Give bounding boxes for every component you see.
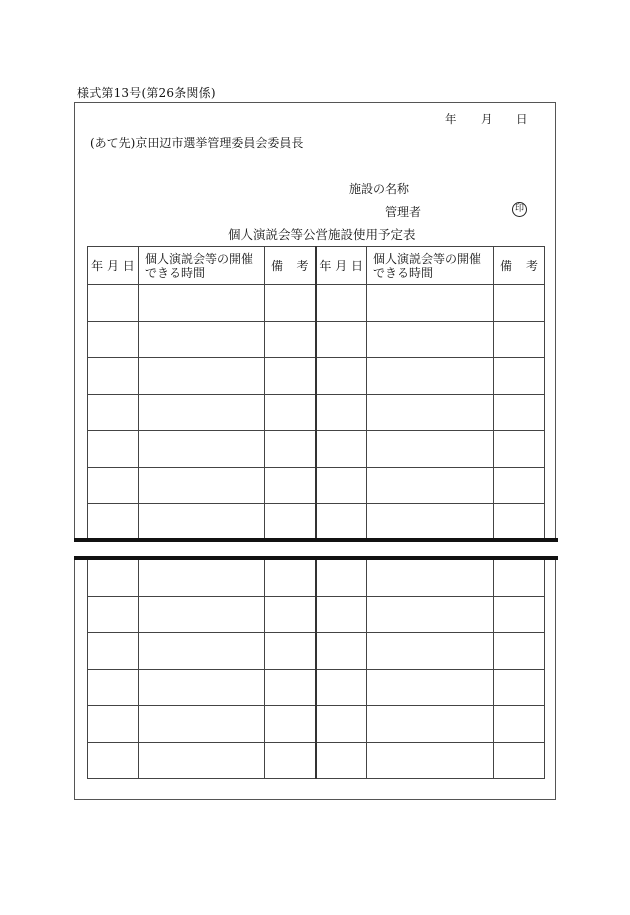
- table-row: [88, 504, 545, 541]
- table-cell[interactable]: [88, 358, 139, 395]
- table-cell[interactable]: [367, 706, 494, 743]
- table-cell[interactable]: [139, 321, 265, 358]
- table-cell[interactable]: [367, 431, 494, 468]
- table-row: [88, 669, 545, 706]
- table-cell[interactable]: [265, 706, 316, 743]
- header-note-left: [265, 247, 316, 285]
- table-cell[interactable]: [88, 742, 139, 779]
- table-cell[interactable]: [88, 394, 139, 431]
- table-cell[interactable]: [265, 504, 316, 541]
- header-hours-right-line2: できる時間: [373, 265, 434, 280]
- table-row: [88, 358, 545, 395]
- table-cell[interactable]: [494, 467, 545, 504]
- table-header-row: [88, 247, 545, 285]
- table-cell[interactable]: [316, 285, 367, 322]
- header-date-right: 年 月 日: [316, 247, 367, 285]
- table-cell[interactable]: [88, 560, 139, 597]
- table-cell[interactable]: [494, 742, 545, 779]
- table-cell[interactable]: [367, 394, 494, 431]
- table-row: [88, 285, 545, 322]
- table-cell[interactable]: [494, 431, 545, 468]
- table-cell[interactable]: [367, 285, 494, 322]
- table-title: 個人演説会等公営施設使用予定表: [228, 227, 416, 242]
- table-cell[interactable]: [139, 560, 265, 597]
- header-hours-right: [367, 247, 494, 285]
- page-break-line-bottom: [74, 556, 558, 560]
- table-cell[interactable]: [139, 394, 265, 431]
- table-cell[interactable]: [494, 504, 545, 541]
- table-cell[interactable]: [494, 596, 545, 633]
- table-cell[interactable]: [367, 742, 494, 779]
- facility-name-label: 施設の名称: [349, 182, 410, 196]
- table-row: [88, 467, 545, 504]
- table-cell[interactable]: [316, 431, 367, 468]
- table-cell[interactable]: [316, 596, 367, 633]
- table-cell[interactable]: [139, 285, 265, 322]
- header-note-right-text: 備 考: [500, 259, 538, 273]
- header-hours-left-line2: できる時間: [145, 265, 206, 280]
- table-cell[interactable]: [494, 394, 545, 431]
- table-cell[interactable]: [88, 321, 139, 358]
- table-row: [88, 431, 545, 468]
- table-cell[interactable]: [139, 633, 265, 670]
- table-cell[interactable]: [316, 633, 367, 670]
- header-hours-left: [139, 247, 265, 285]
- table-cell[interactable]: [88, 669, 139, 706]
- table-cell[interactable]: [265, 560, 316, 597]
- table-cell[interactable]: [316, 467, 367, 504]
- table-cell[interactable]: [494, 285, 545, 322]
- table-cell[interactable]: [265, 596, 316, 633]
- table-cell[interactable]: [367, 669, 494, 706]
- table-row: [88, 633, 545, 670]
- table-cell[interactable]: [316, 560, 367, 597]
- addressee-line: (あて先)京田辺市選挙管理委員会委員長: [90, 136, 304, 150]
- table-cell[interactable]: [139, 431, 265, 468]
- header-date-left: 年 月 日: [88, 247, 139, 285]
- table-cell[interactable]: [139, 358, 265, 395]
- table-cell[interactable]: [88, 596, 139, 633]
- table-cell[interactable]: [265, 321, 316, 358]
- table-cell[interactable]: [265, 633, 316, 670]
- table-cell[interactable]: [139, 596, 265, 633]
- header-note-right: [494, 247, 545, 285]
- table-cell[interactable]: [494, 560, 545, 597]
- header-hours-right-line1: 個人演説会等の開催: [373, 251, 482, 266]
- table-cell[interactable]: [139, 706, 265, 743]
- table-cell[interactable]: [494, 358, 545, 395]
- header-note-left-text: 備 考: [271, 259, 309, 273]
- table-cell[interactable]: [367, 560, 494, 597]
- table-cell[interactable]: [316, 742, 367, 779]
- table-cell[interactable]: [316, 669, 367, 706]
- date-day-label: 日: [516, 112, 528, 126]
- seal-mark-icon: 印: [512, 202, 527, 217]
- table-cell[interactable]: [265, 669, 316, 706]
- table-cell[interactable]: [494, 669, 545, 706]
- table-cell[interactable]: [139, 669, 265, 706]
- table-row: [88, 394, 545, 431]
- table-cell[interactable]: [494, 706, 545, 743]
- table-row: [88, 321, 545, 358]
- schedule-table-lower: [87, 559, 545, 779]
- table-cell[interactable]: [316, 504, 367, 541]
- header-hours-left-line1: 個人演説会等の開催: [145, 251, 254, 266]
- table-cell[interactable]: [265, 285, 316, 322]
- table-cell[interactable]: [88, 431, 139, 468]
- table-cell[interactable]: [265, 431, 316, 468]
- table-cell[interactable]: [139, 742, 265, 779]
- table-row: [88, 706, 545, 743]
- form-number-label: 様式第13号(第26条関係): [77, 86, 216, 100]
- table-cell[interactable]: [494, 321, 545, 358]
- table-cell[interactable]: [316, 394, 367, 431]
- table-cell[interactable]: [367, 321, 494, 358]
- schedule-table-upper: [87, 246, 545, 541]
- table-cell[interactable]: [265, 742, 316, 779]
- table-cell[interactable]: [88, 467, 139, 504]
- table-cell[interactable]: [367, 596, 494, 633]
- table-cell[interactable]: [88, 285, 139, 322]
- table-cell[interactable]: [367, 504, 494, 541]
- table-cell[interactable]: [265, 467, 316, 504]
- table-cell[interactable]: [139, 504, 265, 541]
- table-cell[interactable]: [494, 633, 545, 670]
- table-cell[interactable]: [265, 358, 316, 395]
- table-row: [88, 560, 545, 597]
- table-cell[interactable]: [316, 358, 367, 395]
- table-cell[interactable]: [88, 633, 139, 670]
- date-year-label: 年: [445, 112, 457, 126]
- table-cell[interactable]: [316, 321, 367, 358]
- table-row: [88, 596, 545, 633]
- table-cell[interactable]: [367, 633, 494, 670]
- page-break-line-top: [74, 538, 558, 542]
- table-cell[interactable]: [265, 394, 316, 431]
- table-cell[interactable]: [88, 706, 139, 743]
- table-cell[interactable]: [88, 504, 139, 541]
- table-cell[interactable]: [316, 706, 367, 743]
- manager-label: 管理者: [385, 205, 422, 219]
- table-row: [88, 742, 545, 779]
- table-cell[interactable]: [367, 467, 494, 504]
- table-cell[interactable]: [367, 358, 494, 395]
- table-cell[interactable]: [139, 467, 265, 504]
- date-month-label: 月: [481, 112, 493, 126]
